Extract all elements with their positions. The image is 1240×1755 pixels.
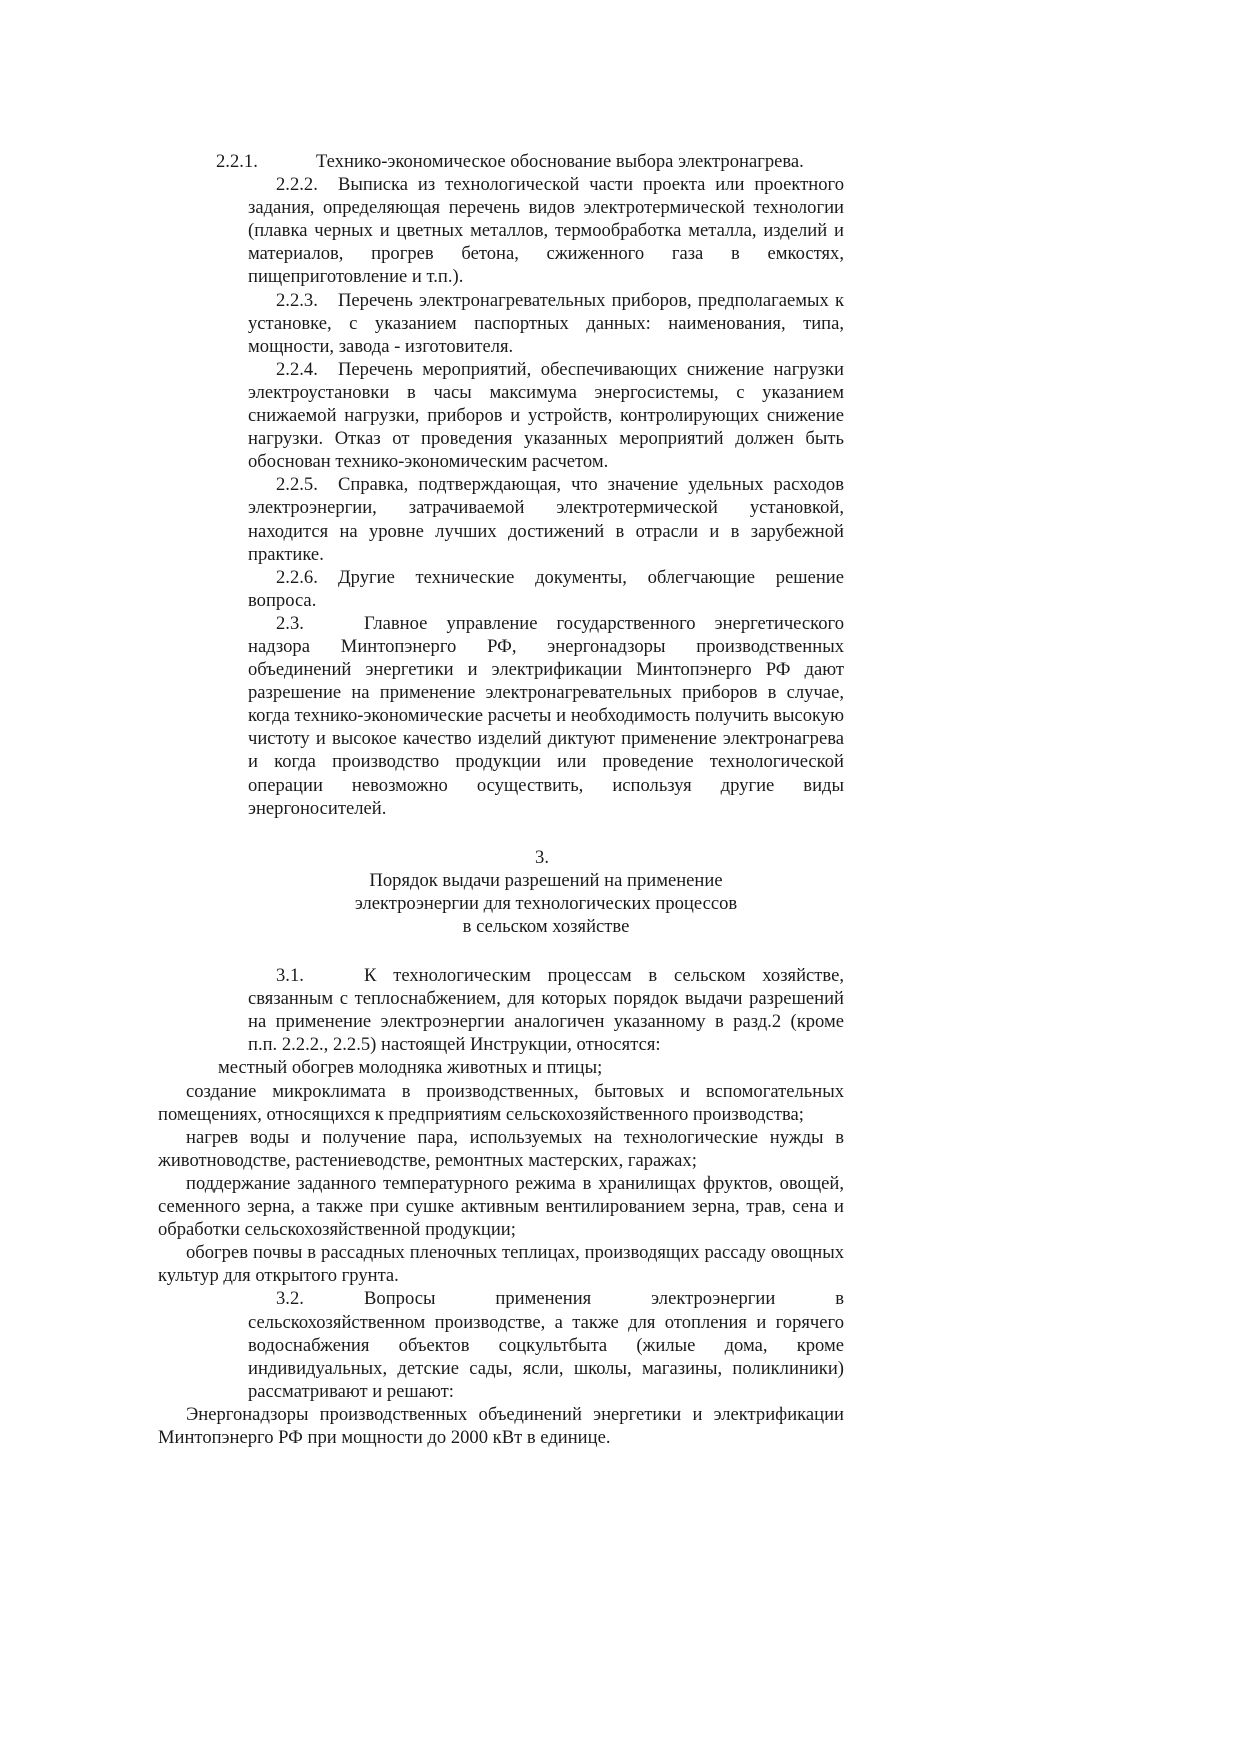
item-number: 2.2.2. (276, 174, 318, 196)
item-text: Перечень мероприятий, обеспечивающих снижение нагрузки электроустановки в часы максимума энергосистемы, с указанием снижаемой нагрузки, приборов и устройств, контролирующих снижение нагрузки. Отказ от проведения указанных мероприятий должен быть обоснован технико-экономическим расчетом. (248, 358, 844, 473)
heading-line-3: в сельском хозяйстве (462, 916, 630, 937)
item-text: Перечень электронагревательных приборов, предполагаемых к установке, с указанием паспортных данных: наименования, типа, мощности, завода - изготовителя. (248, 289, 844, 357)
list-item-2: создание микроклимата в производственных, бытовых и вспомогательных помещениях, относящихся к предприятиям сельскохозяйственного производства; (158, 1080, 844, 1125)
item-text: Другие технические документы, облегчающие решение вопроса. (248, 566, 844, 611)
item-text: Выписка из технологической части проекта или проектного задания, определяющая перечень видов электротермической технологии (плавка черных и цветных металлов, термообработка металла, изделий и материалов, прогрев бетона, сжиженного газа в емкостях, пищеприготовление и т.п.). (248, 174, 844, 288)
item-text: Главное управление государственного энергетического надзора Минтопэнерго РФ, энергонадзоры производственных объединений энергетики и электрификации Минтопэнерго РФ дают разрешение на применение электронагревательных приборов в случае, когда технико-экономические расчеты и необходимость получить высокую чистоту и высокое качество изделий диктуют применение электронагрева и когда производство продукции или проведение технологической операции невозможно осуществить, используя другие виды энергоносителей. (248, 612, 844, 819)
item-number: 3.2. (276, 1288, 304, 1310)
item-2-2-6 (188, 566, 844, 612)
section-number: 3. (535, 846, 549, 868)
item-number: 2.2.6. (276, 566, 318, 588)
item-text: Технико-экономическое обоснование выбора электронагрева. (316, 151, 804, 172)
list-item-5: обогрев почвы в рассадных пленочных теплицах, производящих рассаду овощных культур для открытого грунта. (158, 1242, 844, 1287)
list-item-4: поддержание заданного температурного режима в хранилищах фруктов, овощей, семенного зерна, а также при сушке активным вентилированием зерна, трав, сена и обработки сельскохозяйственной продукции; (158, 1172, 844, 1241)
list-item-3: нагрев воды и получение пара, используемых на технологические нужды в животноводстве, растениеводстве, ремонтных мастерских, гаражах; (158, 1126, 844, 1171)
item-text: Вопросы применения электроэнергии в сельскохозяйственном производстве, а также для отопления и горячего водоснабжения объектов соцкультбыта (жилые дома, кроме индивидуальных, детские сады, ясли, школы, магазины, поликлиники) рассматривают и решают: (248, 1288, 844, 1402)
item-number: 2.2.3. (276, 289, 318, 311)
list-item-1: местный обогрев молодняка животных и птицы; (218, 1057, 603, 1079)
item-number: 3.1. (276, 965, 304, 987)
item-2-2-5 (188, 473, 844, 565)
final-paragraph: Энергонадзоры производственных объединений энергетики и электрификации Минтопэнерго РФ при мощности до 2000 кВт в единице. (158, 1403, 844, 1448)
item-2-2-1 (188, 150, 844, 173)
section-3-heading (188, 846, 844, 938)
item-3-2 (188, 1287, 844, 1402)
item-number: 2.2.1. (216, 151, 258, 172)
item-2-2-3 (188, 289, 844, 358)
item-2-2-2 (188, 173, 844, 288)
item-3-1 (188, 964, 844, 1056)
item-text: Справка, подтверждающая, что значение удельных расходов электроэнергии, затрачиваемой электротермической установкой, находится на уровне лучших достижений в отрасли и в зарубежной практике. (248, 474, 844, 565)
item-number: 2.3. (276, 612, 304, 634)
heading-line-2: электроэнергии для технологических процессов (354, 892, 738, 914)
item-text: К технологическим процессам в сельском хозяйстве, связанным с теплоснабжением, для которых порядок выдачи разрешений на применение электроэнергии аналогичен указанному в разд.2 (кроме п.п. 2.2.2., 2.2.5) настоящей Инструкции, относятся: (248, 965, 844, 1056)
item-number: 2.2.5. (276, 474, 318, 496)
heading-line-1: 3. Порядок выдачи разрешений на применение (369, 846, 723, 891)
item-2-2-4 (188, 358, 844, 473)
item-2-3 (188, 612, 844, 820)
document-body (158, 150, 844, 1449)
item-number: 2.2.4. (276, 358, 318, 380)
